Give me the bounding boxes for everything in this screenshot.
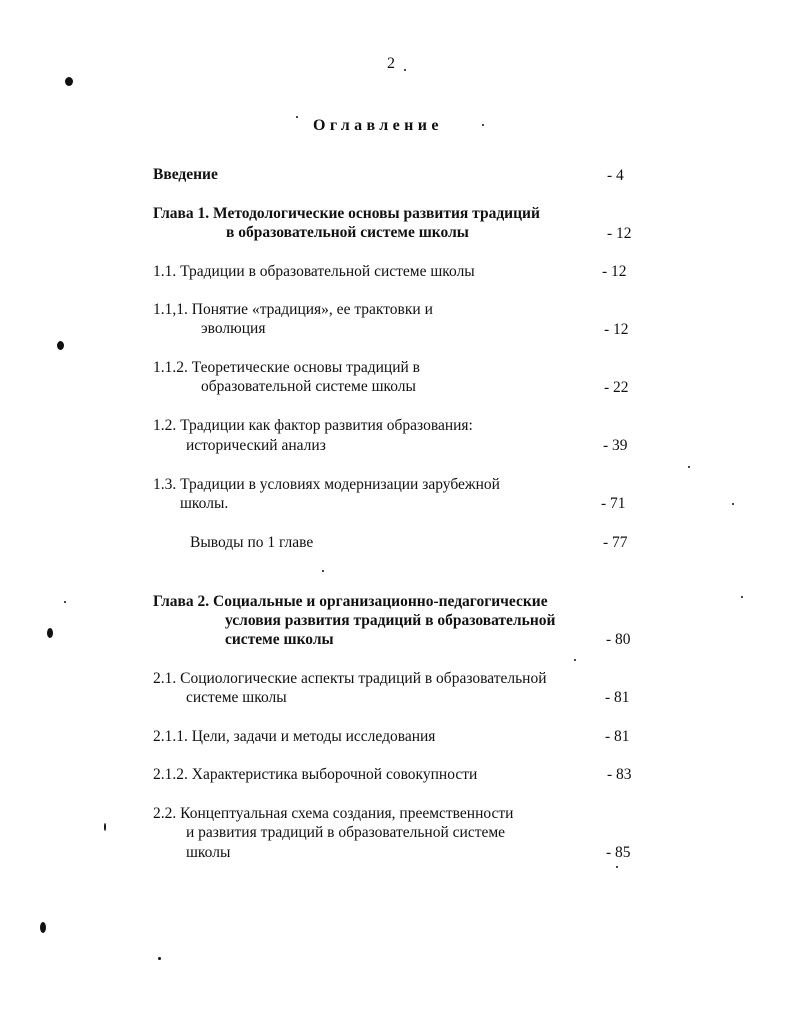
scan-speck <box>688 466 690 468</box>
toc-entry-chapter-2: Глава 2. Социальные и организационно-педагогические <box>153 593 548 610</box>
scan-speck <box>574 659 576 661</box>
toc-entry-1-1-2: 1.1.2. Теоретические основы традиций в <box>153 359 420 376</box>
toc-entry-1-2-cont: исторический анализ <box>186 437 326 454</box>
toc-page-1-1-1: - 12 <box>604 321 629 338</box>
scan-speck <box>57 341 64 350</box>
toc-page-2-1-2: - 83 <box>607 766 632 783</box>
toc-title: Оглавление <box>313 117 443 134</box>
scan-speck <box>64 601 66 603</box>
scan-speck <box>104 823 106 831</box>
toc-page-conclusions-1: - 77 <box>603 534 628 551</box>
toc-entry-conclusions-1: Выводы по 1 главе <box>190 534 314 551</box>
toc-page-1-1-2: - 22 <box>604 379 629 396</box>
toc-entry-chapter-1: Глава 1. Методологические основы развития традиций <box>153 205 540 222</box>
toc-page-2-2: - 85 <box>606 844 631 861</box>
toc-entry-2-1-2: 2.1.2. Характеристика выборочной совокупности <box>153 766 478 783</box>
toc-page-2-1: - 81 <box>605 689 630 706</box>
scan-speck <box>65 77 73 86</box>
scan-speck <box>158 957 161 960</box>
scan-speck <box>616 866 618 868</box>
toc-page-chapter-1: - 12 <box>607 225 632 242</box>
toc-entry-2-2: 2.2. Концептуальная схема создания, преемственности <box>153 805 514 822</box>
scan-speck <box>732 503 734 505</box>
toc-entry-intro: Введение <box>153 166 218 183</box>
toc-page-1-2: - 39 <box>603 437 628 454</box>
toc-entry-2-2-cont-2: школы <box>186 844 231 861</box>
toc-entry-2-2-cont: и развития традиций в образовательной системе <box>186 824 506 841</box>
toc-page-chapter-2: - 80 <box>606 631 631 648</box>
scan-speck <box>322 570 324 572</box>
toc-entry-1-3: 1.3. Традиции в условиях модернизации зарубежной <box>153 476 500 493</box>
toc-entry-1-1-1-cont: эволюция <box>201 320 266 337</box>
toc-entry-chapter-2-cont: условия развития традиций в образовательной <box>225 612 556 629</box>
toc-entry-2-1: 2.1. Социологические аспекты традиций в образовательной <box>153 670 547 687</box>
toc-entry-chapter-1-cont: в образовательной системе школы <box>226 224 469 241</box>
toc-entry-1-3-cont: школы. <box>180 495 229 512</box>
toc-entry-2-1-1: 2.1.1. Цели, задачи и методы исследования <box>153 728 436 745</box>
toc-page-2-1-1: - 81 <box>605 728 630 745</box>
toc-entry-1-1-1: 1.1,1. Понятие «традиция», ее трактовки и <box>153 301 433 318</box>
scan-speck <box>47 628 53 638</box>
toc-entry-1-2: 1.2. Традиции как фактор развития образования: <box>153 417 473 434</box>
scan-speck <box>296 116 298 118</box>
toc-entry-2-1-cont: системе школы <box>186 689 287 706</box>
scan-speck <box>404 69 406 71</box>
toc-page-1-3: - 71 <box>601 495 626 512</box>
page-number: 2 <box>387 55 395 72</box>
scan-speck <box>482 124 484 126</box>
toc-entry-1-1: 1.1. Традиции в образовательной системе школы <box>153 263 475 280</box>
toc-entry-chapter-2-cont-2: системе школы <box>225 631 334 648</box>
scan-speck <box>741 596 743 598</box>
toc-page-1-1: - 12 <box>602 263 627 280</box>
scan-speck <box>40 922 46 933</box>
toc-page-intro: - 4 <box>607 167 624 184</box>
toc-entry-1-1-2-cont: образовательной системе школы <box>201 378 416 395</box>
